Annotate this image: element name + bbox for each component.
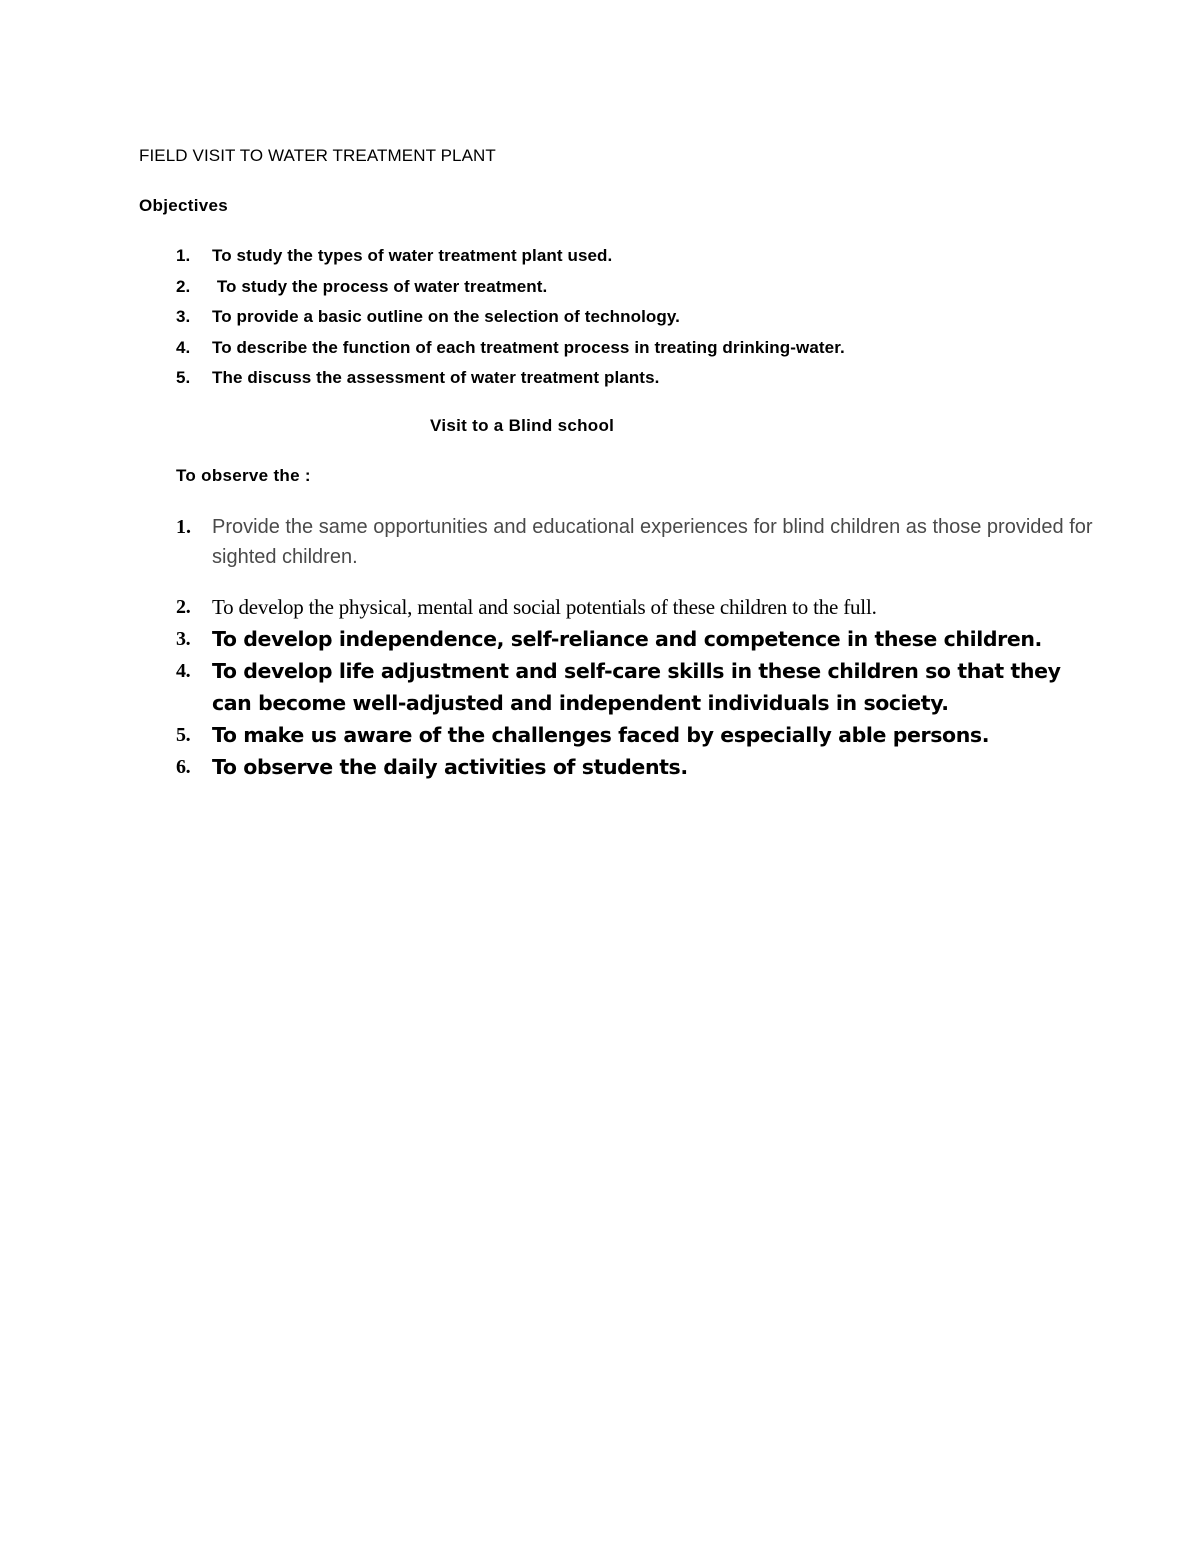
list-item	[176, 307, 1076, 338]
list-item	[176, 277, 1076, 308]
list-item-number: 4.	[176, 337, 191, 357]
list-item-text: To develop independence, self-reliance and competence in these children.	[212, 627, 1042, 651]
blind-school-list	[176, 512, 1096, 783]
list-item	[176, 751, 1096, 783]
objectives-heading: Objectives	[139, 196, 228, 215]
list-item-text: To develop life adjustment and self-care skills in these children so that they can become well-adjusted and independent individuals in society.	[212, 659, 1061, 715]
list-item-text: To make us aware of the challenges faced by especially able persons.	[212, 723, 990, 747]
document-title: FIELD VISIT TO WATER TREATMENT PLANT	[139, 146, 496, 165]
list-item-text: The discuss the assessment of water treatment plants.	[212, 368, 660, 387]
list-item-number: 3.	[176, 628, 191, 650]
list-item-number: 5.	[176, 724, 191, 746]
list-item-number: 2.	[176, 596, 191, 618]
list-item	[176, 592, 1096, 623]
list-item-text: To study the types of water treatment plant used.	[212, 246, 613, 265]
list-item-text: To develop the physical, mental and social potentials of these children to the full.	[212, 595, 877, 619]
list-item	[176, 368, 1076, 399]
list-item	[176, 623, 1096, 655]
list-item-number: 1.	[176, 246, 191, 265]
list-item	[176, 338, 1076, 369]
list-item-number: 1.	[176, 516, 191, 538]
list-item	[176, 719, 1096, 751]
objectives-list	[176, 246, 1076, 399]
list-item-number: 6.	[176, 756, 191, 778]
list-item-number: 3.	[176, 307, 191, 326]
observe-heading: To observe the :	[176, 466, 311, 485]
list-item-text: To describe the function of each treatment process in treating drinking-water.	[212, 337, 845, 357]
list-item-number: 5.	[176, 368, 191, 387]
list-item	[176, 246, 1076, 277]
list-item-text: To provide a basic outline on the selection of technology.	[212, 307, 680, 326]
list-item-text: To observe the daily activities of students.	[212, 755, 688, 779]
list-item-number: 4.	[176, 660, 191, 682]
blind-school-heading: Visit to a Blind school	[430, 416, 615, 435]
list-item-number: 2.	[176, 276, 191, 296]
list-item-text: To study the process of water treatment.	[212, 276, 548, 296]
list-item-text: Provide the same opportunities and educational experiences for blind children as those provided for sighted children.	[212, 516, 1093, 568]
list-item	[176, 655, 1096, 719]
list-item	[176, 512, 1096, 592]
